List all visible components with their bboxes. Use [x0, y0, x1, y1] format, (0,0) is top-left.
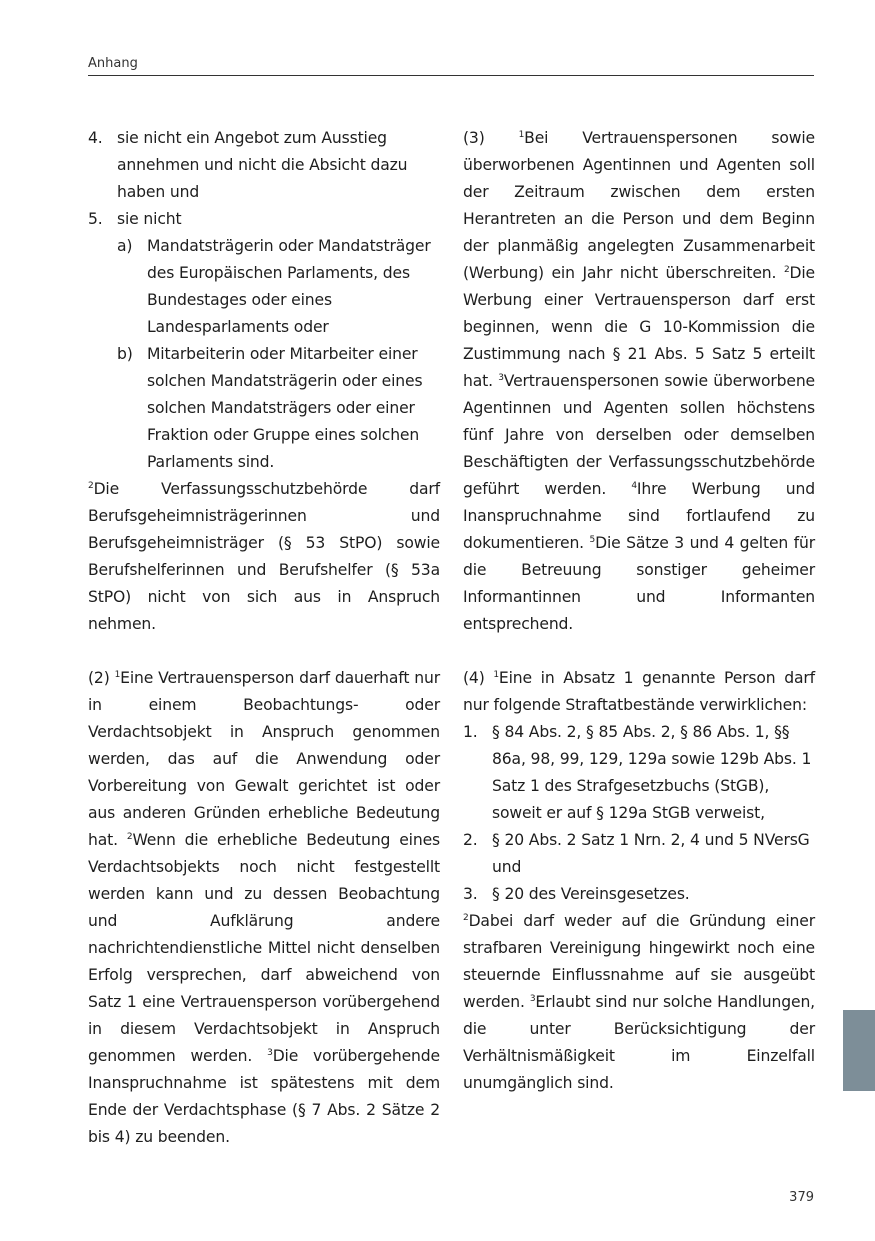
paragraph-label: (4): [463, 669, 494, 687]
sentence-number: 3: [498, 373, 504, 383]
paragraph-label: (3): [463, 129, 519, 147]
chapter-thumb-tab: [843, 1010, 875, 1091]
list-text: § 84 Abs. 2, § 85 Abs. 2, § 86 Abs. 1, §§ 86a, 98, 99, 129, 129a sowie 129b Abs. 1 Satz 1 des Strafgesetzbuchs (StGB), soweit er auf § 129a StGB verweist,: [492, 723, 812, 822]
sentence-text: Eine in Absatz 1 genannte Person darf nur folgende Straftatbestände verwirklichen:: [463, 669, 815, 714]
paragraph-abs-4-sentences: [463, 908, 815, 1097]
sentence-text: Eine Vertrauensperson darf dauerhaft nur in einem Beobachtungs- oder Verdachtsobjekt in Anspruch genommen werden, das auf die Anwendung oder Vorbereitung von Gewalt gerichtet ist oder aus anderen Gründen erhebliche Bedeutung hat.: [88, 669, 440, 849]
sentence-text: Vertrauenspersonen sowie überworbene Agentinnen und Agenten sollen höchstens fünf Jahre von derselben oder demselben Beschäftigten der Verfassungsschutzbehörde geführt werden.: [463, 372, 816, 498]
sentence-number: 1: [518, 130, 525, 140]
sentence-number: 1: [114, 670, 121, 680]
sub-item-a: [117, 233, 440, 341]
sentence-text: Die Verfassungsschutzbehörde darf Berufsgeheimnisträgerinnen und Berufsgeheimnisträger (§ 53 StPO) sowie Berufshelferinnen und Berufshelfer (§ 53a StPO) nicht von sich aus in Anspruch nehmen.: [88, 480, 440, 633]
sentence-text: Die Werbung einer Vertrauensperson darf erst beginnen, wenn die G 10-Kommission die Zustimmung nach § 21 Abs. 5 Satz 5 erteilt hat.: [463, 264, 815, 390]
sentence-number: 4: [631, 481, 637, 491]
list-text: § 20 Abs. 2 Satz 1 Nrn. 2, 4 und 5 NVersG und: [492, 831, 810, 876]
right-column: [463, 125, 815, 1097]
list-text: sie nicht ein Angebot zum Ausstieg annehmen und nicht die Absicht dazu haben und: [117, 129, 408, 201]
list-number: 4.: [88, 129, 103, 147]
list-number: 5.: [88, 210, 103, 228]
sub-item-b: [117, 341, 440, 476]
sentence-text: Erlaubt sind nur solche Handlungen, die unter Berücksichtigung der Verhältnismäßigkeit im Einzelfall unumgänglich sind.: [463, 993, 815, 1092]
sentence-text: Die vorübergehende Inanspruchnahme ist spätestens mit dem Ende der Verdachtsphase (§ 7 Abs. 2 Sätze 2 bis 4) zu beenden.: [88, 1047, 440, 1146]
sentence-text: Ihre Werbung und Inanspruchnahme sind fortlaufend zu dokumentieren.: [463, 480, 815, 552]
sentence-number: 2: [126, 832, 133, 842]
sentence-number: 2: [463, 913, 469, 923]
sentence-text: Die Sätze 3 und 4 gelten für die Betreuung sonstiger geheimer Informantinnen und Informanten entsprechend.: [463, 534, 816, 633]
paragraph-abs-4: [463, 665, 815, 719]
list-item-1: [463, 719, 815, 827]
paragraph-label: (2): [88, 669, 115, 687]
list-text: § 20 des Vereinsgesetzes.: [492, 885, 690, 903]
sentence-number: 3: [267, 1048, 273, 1058]
paragraph-sentence-2: [88, 476, 440, 638]
sub-text: Mandatsträgerin oder Mandatsträger des Europäischen Parlaments, des Bundestages oder eines Landesparlaments oder: [147, 237, 431, 336]
left-column: [88, 125, 440, 1151]
sentence-text: Wenn die erhebliche Bedeutung eines Verdachtsobjekts noch nicht festgestellt werden kann und zu dessen Beobachtung und Aufklärung andere nachrichtendienstliche Mittel nicht denselben Erfolg versprechen, darf abweichend von Satz 1 eine Vertrauensperson vorübergehend in diesem Verdachtsobjekt in Anspruch genommen werden.: [88, 831, 441, 1065]
sub-letter: b): [117, 345, 133, 363]
sentence-number: 3: [529, 994, 536, 1004]
list-item-2: [463, 827, 815, 881]
list-item-3: [463, 881, 815, 908]
sentence-number: 2: [88, 481, 94, 491]
paragraph-abs-2: [88, 665, 440, 1151]
list-item-4: [88, 125, 440, 206]
list-number: 3.: [463, 885, 478, 903]
sub-letter: a): [117, 237, 133, 255]
sentence-text: Dabei darf weder auf die Gründung einer strafbaren Vereinigung hingewirkt noch eine steuernde Einflussnahme auf sie ausgeübt werden.: [463, 912, 815, 1011]
list-text: sie nicht: [117, 210, 182, 228]
page-number: 379: [789, 1190, 814, 1205]
sub-text: Mitarbeiterin oder Mitarbeiter einer solchen Mandatsträgerin oder eines solchen Mandatsträgers oder einer Fraktion oder Gruppe eines solchen Parlaments sind.: [147, 345, 423, 471]
paragraph-abs-3: [463, 125, 815, 638]
sentence-text: Bei Vertrauenspersonen sowie überworbenen Agentinnen und Agenten soll der Zeitraum zwischen dem ersten Herantreten an die Person und dem Beginn der planmäßig angelegten Zusammenarbeit (Werbung) ein Jahr nicht überschreiten.: [463, 129, 815, 282]
sentence-number: 1: [493, 670, 499, 680]
list-item-5: [88, 206, 440, 233]
sentence-number: 5: [589, 535, 596, 545]
list-number: 1.: [463, 723, 478, 741]
sentence-number: 2: [783, 265, 790, 275]
list-number: 2.: [463, 831, 478, 849]
running-header: Anhang: [88, 56, 814, 76]
